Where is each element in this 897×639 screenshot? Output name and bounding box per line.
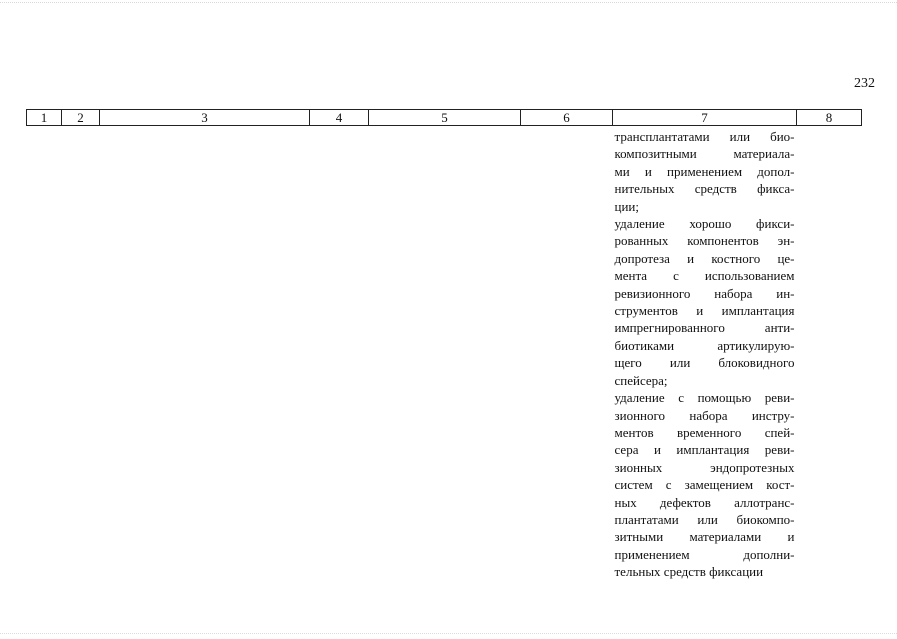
table-header-row bbox=[27, 110, 862, 126]
text-line: ции; bbox=[614, 198, 639, 214]
text-line: тельных средств фиксации bbox=[614, 564, 764, 580]
table-cell-col4 bbox=[310, 126, 369, 581]
text-line: удаление с помощью реви- bbox=[614, 390, 795, 406]
text-line: спейсера; bbox=[614, 372, 668, 388]
column-header-2: 2 bbox=[62, 110, 100, 126]
text-line: нительных средств фикса- bbox=[614, 181, 795, 197]
column-header-1: 1 bbox=[27, 110, 62, 126]
procedure-description-text bbox=[613, 126, 797, 581]
column-header-6: 6 bbox=[521, 110, 613, 126]
text-line: удаление хорошо фикси- bbox=[614, 216, 795, 232]
text-line: мента с использованием bbox=[614, 268, 795, 284]
column-header-5: 5 bbox=[369, 110, 521, 126]
page-number: 232 bbox=[854, 76, 875, 91]
table-cell-col6 bbox=[521, 126, 613, 581]
text-line: биотиками артикулирую- bbox=[614, 337, 795, 353]
table-cell-col1 bbox=[27, 126, 62, 581]
table-cell-col2 bbox=[62, 126, 100, 581]
text-line: зионных эндопротезных bbox=[614, 459, 795, 475]
text-line: импрегнированного анти- bbox=[614, 320, 795, 336]
table-row bbox=[27, 126, 862, 581]
text-line: допротеза и костного це- bbox=[614, 250, 795, 266]
text-line: зитными материалами и bbox=[614, 529, 795, 545]
text-line: композитными материала- bbox=[614, 146, 795, 162]
table-cell-col5 bbox=[369, 126, 521, 581]
table-cell-col7 bbox=[613, 126, 797, 581]
text-line: сера и имплантация реви- bbox=[614, 442, 795, 458]
document-table bbox=[26, 109, 862, 581]
column-header-3: 3 bbox=[100, 110, 310, 126]
text-line: зионного набора инстру- bbox=[614, 407, 795, 423]
text-line: систем с замещением кост- bbox=[614, 477, 795, 493]
text-line: ментов временного спей- bbox=[614, 424, 795, 440]
table-cell-col8 bbox=[797, 126, 862, 581]
column-header-4: 4 bbox=[310, 110, 369, 126]
text-line: рованных компонентов эн- bbox=[614, 233, 795, 249]
text-line: ми и применением допол- bbox=[614, 163, 795, 179]
column-header-7: 7 bbox=[613, 110, 797, 126]
text-line: ревизионного набора ин- bbox=[614, 285, 795, 301]
scan-edge-top bbox=[0, 2, 897, 3]
text-line: щего или блоковидного bbox=[614, 355, 795, 371]
text-line: ных дефектов аллотранс- bbox=[614, 494, 795, 510]
column-header-8: 8 bbox=[797, 110, 862, 126]
text-line: трансплантатами или био- bbox=[614, 129, 795, 144]
text-line: струментов и имплантация bbox=[614, 303, 795, 319]
table-cell-col3 bbox=[100, 126, 310, 581]
text-line: плантатами или биокомпо- bbox=[614, 511, 795, 527]
scan-edge-bottom bbox=[0, 633, 897, 634]
text-line: применением дополни- bbox=[614, 546, 795, 562]
